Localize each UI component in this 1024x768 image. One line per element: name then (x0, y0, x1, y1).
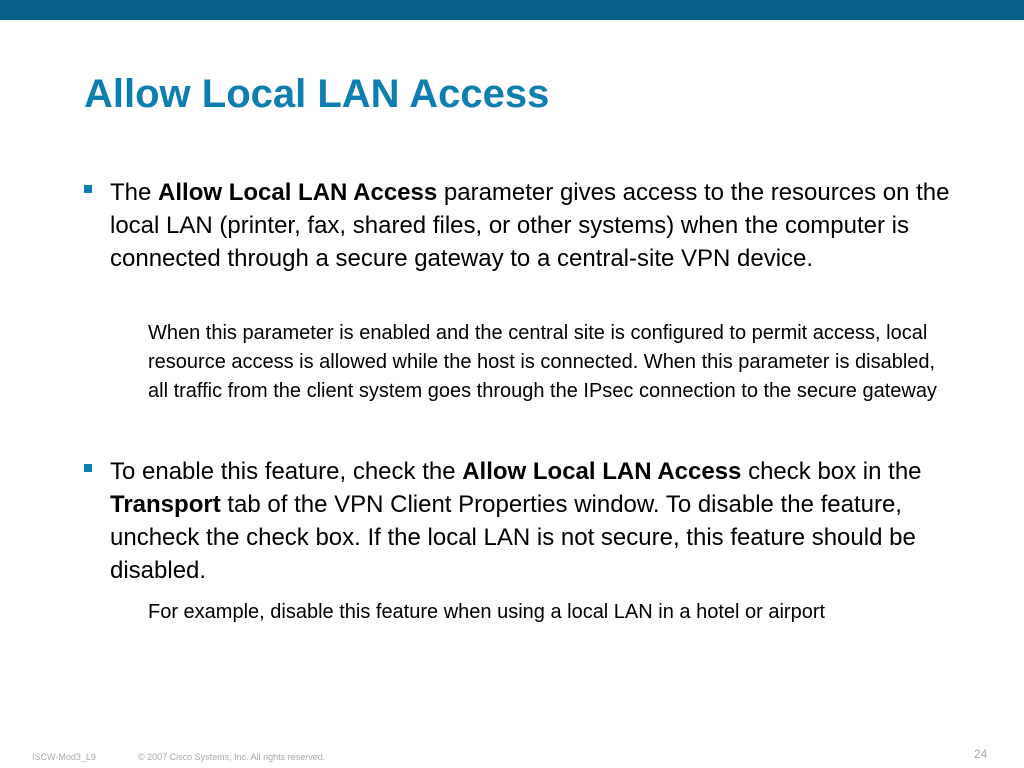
slide-title: Allow Local LAN Access (84, 72, 550, 116)
footer-course-code: ISCW-Mod3_L9 (32, 752, 96, 762)
sub-bullet-2: For example, disable this feature when using a local LAN in a hotel or airport (148, 601, 826, 623)
bullet-2-mid: check box in the (741, 458, 922, 485)
bullet-2-post: tab of the VPN Client Properties window. To disable the feature, uncheck the check box. If the local LAN is not secure, this feature should be disabled. (110, 491, 916, 584)
bullet-2-bold-2: Transport (110, 491, 221, 518)
bullet-1-post: parameter gives access to the resources on the local LAN (printer, fax, shared files, or other systems) when the computer is connected through a secure gateway to a central-site VPN device. (110, 179, 950, 272)
square-bullet-icon (84, 185, 92, 193)
bullet-1-pre: The (110, 179, 159, 206)
page-number: 24 (974, 747, 988, 761)
footer-copyright: © 2007 Cisco Systems, Inc. All rights reserved. (138, 752, 326, 762)
bullet-2-pre: To enable this feature, check the (110, 458, 463, 485)
bullet-1-bold: Allow Local LAN Access (158, 179, 438, 206)
bullet-text-2 (110, 455, 950, 587)
top-banner (0, 0, 1024, 20)
bullet-2-bold-1: Allow Local LAN Access (462, 458, 742, 485)
square-bullet-icon (84, 464, 92, 472)
sub-bullet-1: When this parameter is enabled and the central site is configured to permit access, local resource access is allowed while the host is connected. When this parameter is disabled, all traffic from the client system goes through the IPsec connection to the secure gateway (148, 322, 937, 402)
bullet-text-1 (110, 176, 950, 275)
